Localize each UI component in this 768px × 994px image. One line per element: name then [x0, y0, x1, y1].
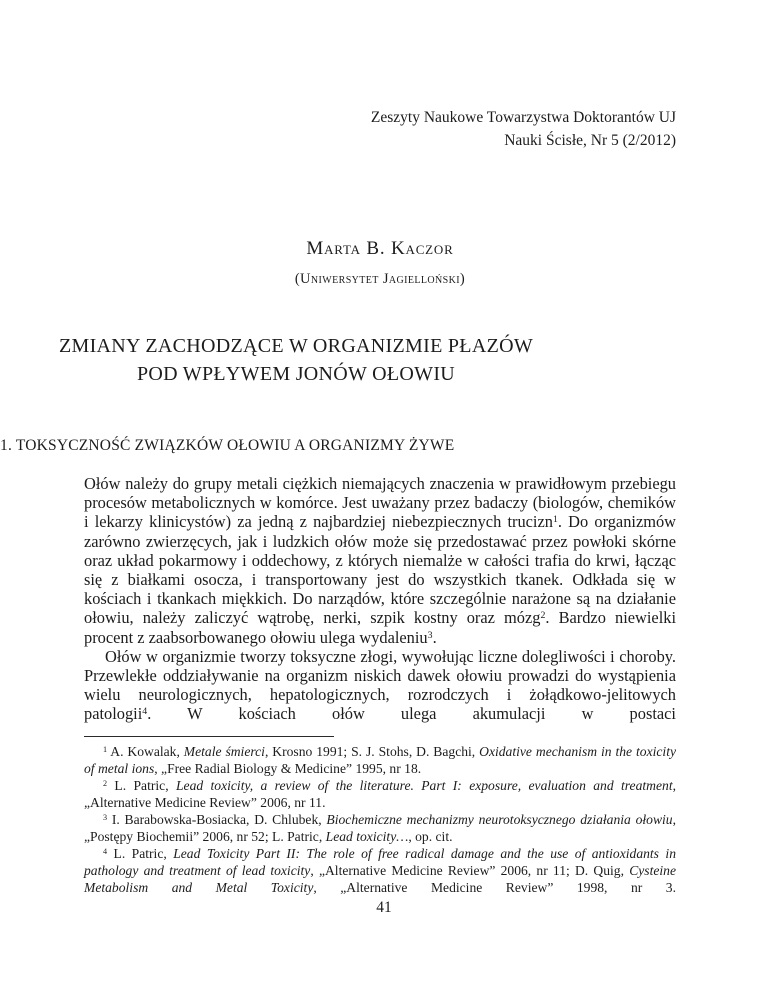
footnote-1: $^1$ A. Kowalak, Metale śmierci, Krosno 1991; S. J. Stohs, D. Bagchi, Oxidative mechanism in the toxicity of metal ions, „Free Radial Biology & Medicine” 1995, nr 18.: [84, 744, 676, 776]
footnote-2: $^2$ L. Patric, Lead toxicity, a review of the literature. Part I: exposure, evaluation and treatment, „Alternative Medicine Review” 2006, nr 11.: [84, 778, 676, 810]
footnote-3: $^3$ I. Barabowska-Bosiacka, D. Chlubek, Biochemiczne mechanizmy neurotoksycznego działania ołowiu, „Postępy Biochemii” 2006, nr 52; L. Patric, Lead toxicity…, op. cit.: [84, 812, 677, 844]
journal-title: Zeszyty Naukowe Towarzystwa Doktorantów UJ: [370, 109, 676, 126]
section-heading: 1. TOKSYCZNOŚĆ ZWIĄZKÓW OŁOWIU A ORGANIZMY ŻYWE: [0, 437, 455, 454]
author-affiliation: (Uniwersytet Jagielloński): [294, 271, 466, 287]
footnotes-block: [84, 743, 676, 896]
paragraph-1: Ołów należy do grupy metali ciężkich niemających znaczenia w prawidłowym przebiegu procesów metabolicznych w komórce. Jest uważany przez badaczy (biologów, chemików i lekarzy klinicystów) za jedną z najbardziej niebezpiecznych trucizn$^1$. Do organizmów zarówno zwierzęcych, jak i ludzkich ołów może się przedostawać przez powłoki skórne oraz układ pokarmowy i oddechowy, z których niemalże w całości trafia do krwi, łącząc się z białkami osocza, i transportowany jest do wszystkich tkanek. Odkłada się w kościach i tkankach miękkich. Do narządów, które szczególnie narażone są na działanie ołowiu, należy zaliczyć wątrobę, nerki, szpik kostny oraz mózg$^2$. Bardzo niewielki procent z zaabsorbowanego ołowiu ulega wydaleniu$^3$.: [84, 474, 677, 647]
footnote-separator: [84, 736, 334, 737]
article-title-line1: ZMIANY ZACHODZĄCE W ORGANIZMIE PŁAZÓW: [58, 335, 534, 357]
article-title: [0, 333, 592, 388]
journal-issue: Nauki Ścisłe, Nr 5 (2/2012): [504, 132, 676, 149]
footnote-4: $^4$ L. Patric, Lead Toxicity Part II: The role of free radical damage and the use of antioxidants in pathology and treatment of lead toxicity, „Alternative Medicine Review” 2006, nr 11; D. Quig, Cysteine Metabolism and Metal Toxicity, „Alternative Medicine Review” 1998, nr 3.: [84, 846, 677, 895]
article-body: [84, 474, 676, 724]
author-name: Marta B. Kaczor: [306, 238, 454, 259]
article-title-line2: POD WPŁYWEM JONÓW OŁOWIU: [136, 362, 456, 385]
author-block: [84, 238, 676, 288]
page-number: 41: [376, 899, 392, 916]
journal-header: [84, 0, 676, 152]
paragraph-2: Ołów w organizmie tworzy toksyczne złogi, wywołując liczne dolegliwości i choroby. Przewlekłe oddziaływanie na organizm niskich dawek ołowiu prowadzi do wystąpienia wielu neurologicznych, hepatologicznych, rozrodczych i żołądkowo-jelitowych patologii$^4$. W kościach ołów ulega akumulacji w postaci: [84, 646, 676, 724]
